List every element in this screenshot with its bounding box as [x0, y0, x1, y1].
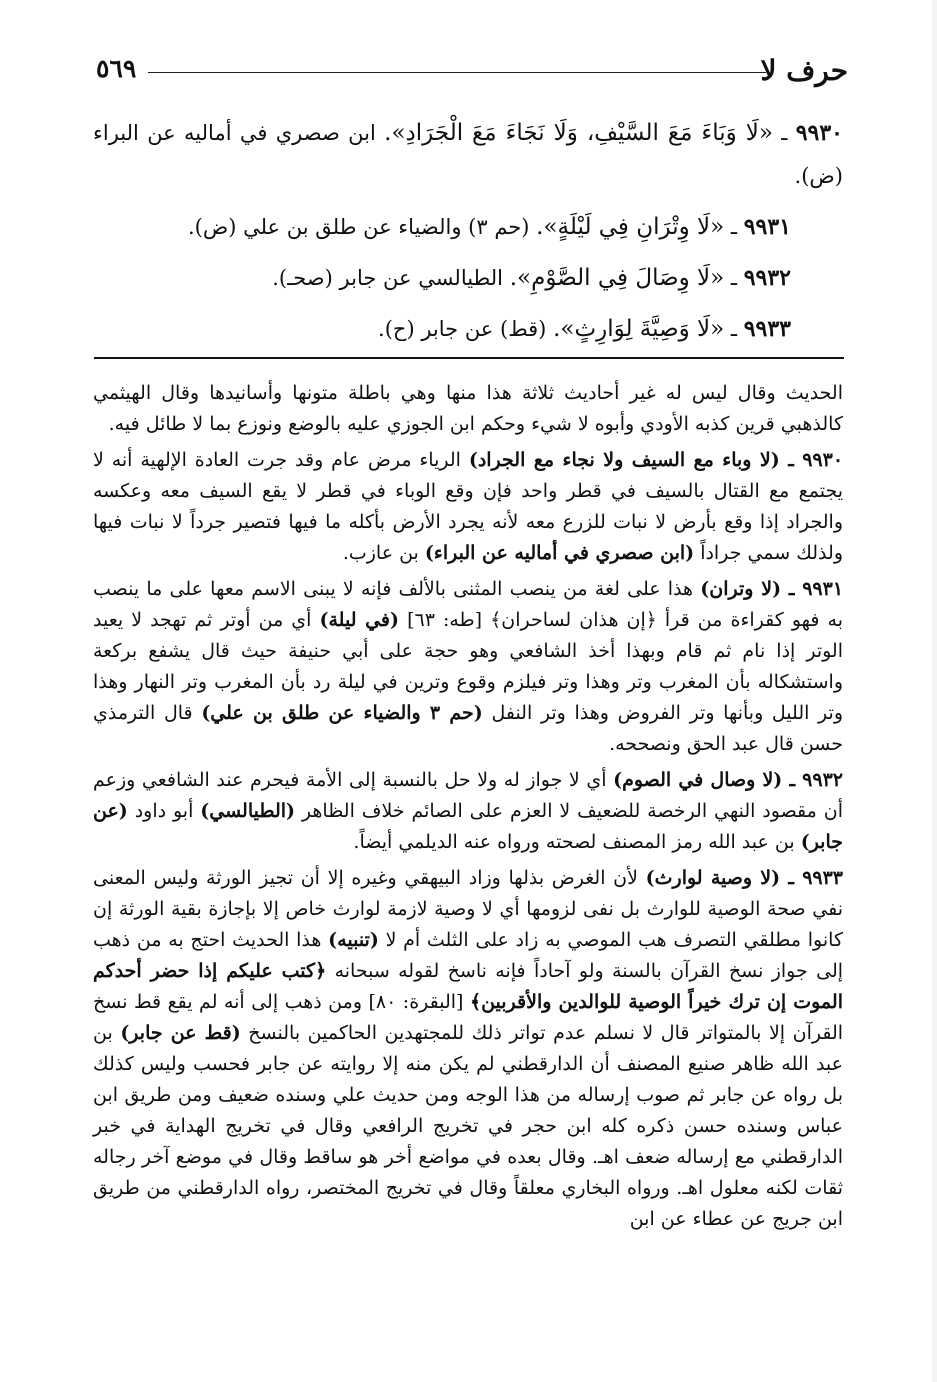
hadith-number: ٩٩٣٢: [743, 265, 791, 291]
commentary-source: (الطيالسي): [200, 800, 296, 822]
commentary-heading: (لا وصية لوارث): [645, 867, 781, 889]
commentary-text: قال الترمذي حسن قال عبد الحق ونصححه.: [93, 702, 843, 755]
section-divider: [94, 357, 844, 359]
page-header: [96, 54, 848, 94]
commentary: [93, 378, 843, 1240]
hadith-entry: ٩٩٣١ ـ «لَا وِتْرَانِ فِي لَيْلَةٍ». (حم ٣) والضياء عن طلق بن علي (ض).: [187, 214, 791, 240]
hadith-number: ٩٩٣٠: [795, 120, 843, 146]
commentary-source: (عن جابر): [93, 800, 843, 853]
commentary-text: بن عبد الله رمز المصنف لصحته ورواه عنه الديلمي أيضاً.: [353, 831, 795, 853]
commentary-source: (قط عن جابر): [120, 1022, 241, 1044]
hadith-entry: ٩٩٣٣ ـ «لَا وَصِيَّةَ لِوَارِثٍ». (قط) عن جابر (ح).: [378, 316, 791, 342]
commentary-subheading: (تنبيه): [328, 929, 379, 951]
commentary-number: ٩٩٣٣: [802, 867, 844, 889]
commentary-heading: (لا وباء مع السيف ولا نجاء مع الجراد): [468, 449, 780, 471]
hadith-text: «لَا وِتْرَانِ فِي لَيْلَةٍ».: [536, 214, 725, 240]
hadith-number: ٩٩٣٣: [743, 316, 791, 342]
commentary-text: أي من أوتر ثم تهجد لا يعيد الوتر إذا نام ثم قام وبهذا أخذ الشافعي وهو حجة على أبي حنيفة حيث قال يشفع بركعة واستشكاله بأن المغرب وتر وهذا وتر فيلزم وقوع وترين في ليلة رد بأن المغرب وتر النهار وهذا وتر الليل وبأنها وتر الفروض وهذا وتر النفل: [93, 609, 844, 724]
commentary-text: [البقرة: ٨٠] ومن ذهب إلى أنه لم يقع قط نسخ القرآن إلا بالمتواتر قال لا نسلم عدم تواتر ذلك للمجتهدين الحاكمين بالنسخ: [93, 991, 844, 1044]
commentary-number: ٩٩٣٢: [802, 769, 843, 791]
hadith-entry: ٩٩٣٠ ـ «لَا وَبَاءَ مَعَ السَّيْفِ، وَلَا نَجَاءَ مَعَ الْجَرَادِ». ابن صصري في أماليه عن البراء (ض).: [93, 120, 843, 188]
commentary-9930: ٩٩٣٠ ـ (لا وباء مع السيف ولا نجاء مع الجراد) الرياء مرض عام وقد جرت العادة الإلهية أنه لا يجتمع مع القتال بالسيف في قطر واحد فإن وقع الوباء في قطر لا يقع السيف معه وعكسه والجراد إذا وقع بأرض لا نبات للزرع معه لأنه يجرد الأرض بأكله ما فيها فتصير جرداً لا نبات فيها ولذلك سمي جراداً (ابن صصري في أماليه عن البراء) بن عازب.: [93, 449, 844, 564]
commentary-text: هذا الحديث احتج به من ذهب إلى جواز نسخ القرآن بالسنة ولو آحاداً فإنه ناسخ لقوله سبحانه: [93, 929, 844, 982]
quran-verse: ﴿كتب عليكم إذا حضر أحدكم الموت إن ترك خيراً الوصية للوالدين والأقربين﴾: [93, 960, 843, 1013]
hadith-source: الطيالسي عن جابر (صحـ).: [272, 266, 504, 290]
page-number: ٥٦٩: [96, 54, 137, 83]
commentary-text: هذا على لغة من ينصب المثنى بالألف فإنه لا يبنى الاسم معها على ما ينصب به فهو كقراءة من قرأ ﴿إن هذان لساحران﴾ [طه: ٦٣]: [93, 578, 843, 631]
hadith-source: (حم ٣) والضياء عن طلق بن علي (ض).: [187, 215, 530, 239]
commentary-text: أي لا جواز له ولا حل بالنسبة إلى الأمة فيحرم عند الشافعي وزعم أن مقصود النهي الرخصة للضعيف لا العزم على الصائم خلاف الظاهر: [93, 769, 843, 822]
hadith-source: (قط) عن جابر (ح).: [378, 317, 547, 341]
commentary-text: الرياء مرض عام وقد جرت العادة الإلهية أنه لا يجتمع مع القتال بالسيف في قطر واحد فإن وقع الوباء في قطر لا يقع السيف معه وعكسه والجراد إذا وقع بأرض لا نبات للزرع معه لأنه يجرد الأرض بأكله ما فيها فتصير جرداً لا نبات فيها ولذلك سمي جراداً: [93, 449, 844, 564]
hadith-text: «لَا وَبَاءَ مَعَ السَّيْفِ، وَلَا نَجَاءَ مَعَ الْجَرَادِ».: [384, 120, 773, 146]
commentary-heading: (لا وصال في الصوم): [613, 769, 783, 791]
hadith-entry: ٩٩٣٢ ـ «لَا وِصَالَ فِي الصَّوْمِ». الطيالسي عن جابر (صحـ).: [272, 265, 791, 291]
commentary-source: (ابن صصري في أماليه عن البراء): [424, 542, 695, 564]
commentary-intro: الحديث وقال ليس له غير أحاديث ثلاثة هذا منها وهي باطلة متونها وأسانيدها وقال الهيثمي كالذهبي قرين كذبه الأودي وأبوه لا شيء وحكم ابن الجوزي عليه بالوضع ونوزع بما لا طائل فيه.: [93, 382, 843, 435]
commentary-text: بن عازب.: [342, 542, 419, 564]
commentary-text: أبو داود: [134, 800, 194, 822]
commentary-text: بن عبد الله ظاهر صنيع المصنف أن الدارقطني لم يكن منه إلا روايته عن جابر فحسب وليس كذلك بل رواه عن جابر ثم صوب إرساله من هذا الوجه ومن حديث علي وسنده ضعيف ومن طريق ابن عباس وسنده حسن ذكره كله ابن حجر في تخريج الرافعي وقال في تخريج الهداية في خبر الدارقطني مع إرساله ضعف اهـ. وقال بعده في مواضع أخر هو ساقط وقال في موضع آخر رجاله ثقات لكنه معلول اهـ. ورواه البخاري معلقاً وقال في تخريج المختصر، رواه الدارقطني من طريق ابن جريج عن عطاء عن ابن: [93, 1022, 843, 1230]
commentary-9931: ٩٩٣١ ـ (لا وتران) هذا على لغة من ينصب المثنى بالألف فإنه لا يبنى الاسم معها على ما ينصب به فهو كقراءة من قرأ ﴿إن هذان لساحران﴾ [طه: ٦٣] (في ليلة) أي من أوتر ثم تهجد لا يعيد الوتر إذا نام ثم قام وبهذا أخذ الشافعي وهو حجة على أبي حنيفة حيث قال يشفع بركعة واستشكاله بأن المغرب وتر وهذا وتر فيلزم وقوع وترين في ليلة رد بأن المغرب وتر النهار وهذا وتر الليل وبأنها وتر الفروض وهذا وتر النفل (حم ٣ والضياء عن طلق بن علي) قال الترمذي حسن قال عبد الحق ونصححه.: [93, 578, 844, 755]
scan-edge: [932, 0, 937, 1382]
commentary-number: ٩٩٣٠: [802, 449, 844, 471]
hadith-text: «لَا وَصِيَّةَ لِوَارِثٍ».: [553, 316, 725, 342]
commentary-heading: (لا وتران): [700, 578, 782, 600]
commentary-9933: ٩٩٣٣ ـ (لا وصية لوارث) لأن الغرض بذلها وزاد البيهقي وغيره إلا أن تجيز الورثة وليس المعنى نفي صحة الوصية للوارث بل نفى لزومها أي لا وصية لازمة لوارث خاص إلا بإجازة بقية الورثة إن كانوا مطلقي التصرف هب الموصي به زاد على الثلث أم لا (تنبيه) هذا الحديث احتج به من ذهب إلى جواز نسخ القرآن بالسنة ولو آحاداً فإنه ناسخ لقوله سبحانه ﴿كتب عليكم إذا حضر أحدكم الموت إن ترك خيراً الوصية للوالدين والأقربين﴾ [البقرة: ٨٠] ومن ذهب إلى أنه لم يقع قط نسخ القرآن إلا بالمتواتر قال لا نسلم عدم تواتر ذلك للمجتهدين الحاكمين بالنسخ (قط عن جابر) بن عبد الله ظاهر صنيع المصنف أن الدارقطني لم يكن منه إلا روايته عن جابر فحسب وليس كذلك بل رواه عن جابر ثم صوب إرساله من هذا الوجه ومن حديث علي وسنده ضعيف ومن طريق ابن عباس وسنده حسن ذكره كله ابن حجر في تخريج الرافعي وقال في تخريج الهداية في خبر الدارقطني مع إرساله ضعف اهـ. وقال بعده في مواضع أخر هو ساقط وقال في موضع آخر رجاله ثقات لكنه معلول اهـ. ورواه البخاري معلقاً وقال في تخريج المختصر، رواه الدارقطني من طريق ابن جريج عن عطاء عن ابن: [93, 867, 844, 1230]
commentary-number: ٩٩٣١: [802, 578, 844, 600]
header-rule: [148, 72, 766, 73]
commentary-text: لأن الغرض بذلها وزاد البيهقي وغيره إلا أن تجيز الورثة وليس المعنى نفي صحة الوصية للوارث بل نفى لزومها أي لا وصية لازمة لوارث خاص إلا بإجازة بقية الورثة إن كانوا مطلقي التصرف هب الموصي به زاد على الثلث أم لا: [93, 867, 843, 951]
commentary-subheading: (في ليلة): [319, 609, 400, 631]
commentary-9932: ٩٩٣٢ ـ (لا وصال في الصوم) أي لا جواز له ولا حل بالنسبة إلى الأمة فيحرم عند الشافعي وزعم أن مقصود النهي الرخصة للضعيف لا العزم على الصائم خلاف الظاهر (الطيالسي) أبو داود (عن جابر) بن عبد الله رمز المصنف لصحته ورواه عنه الديلمي أيضاً.: [93, 769, 843, 853]
hadith-source: ابن صصري في أماليه عن البراء (ض).: [93, 121, 843, 188]
commentary-source: (حم ٣ والضياء عن طلق بن علي): [201, 702, 483, 724]
chapter-title: حرف لا: [760, 54, 848, 87]
hadith-text: «لَا وِصَالَ فِي الصَّوْمِ».: [509, 265, 725, 291]
hadith-list: [93, 112, 843, 359]
hadith-number: ٩٩٣١: [743, 214, 791, 240]
